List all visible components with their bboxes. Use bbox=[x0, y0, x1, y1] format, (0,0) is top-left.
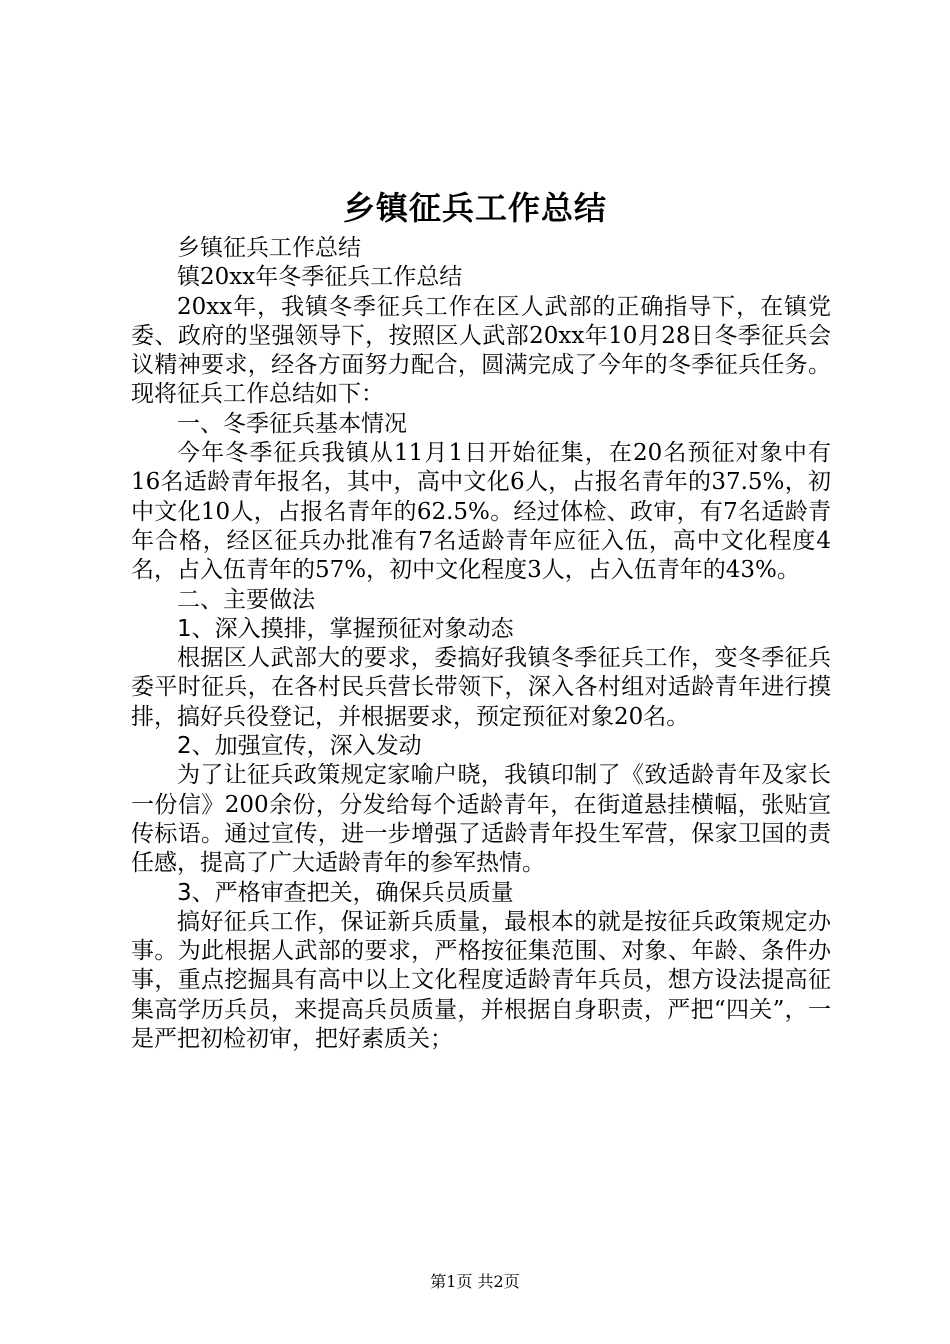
section-heading: 1、深入摸排，掌握预征对象动态 bbox=[177, 615, 514, 642]
body-paragraph: 今年冬季征兵我镇从11月1日开始征集，在20名预征对象中有16名适龄青年报名，其中，高中文化6人，占报名青年的37.5%，初中文化10人，占报名青年的62.5%。经过体检、政审，有7名适龄青年合格，经区征兵办批准有7名适龄青年应征入伍，高中文化程度4名，占入伍青年的57%，初中文化程度3人，占入伍青年的43%。 bbox=[131, 440, 831, 584]
body-paragraph: 镇20xx年冬季征兵工作总结 bbox=[177, 264, 463, 291]
body-paragraph: 搞好征兵工作，保证新兵质量，最根本的就是按征兵政策规定办事。为此根据人武部的要求，严格按征集范围、对象、年龄、条件办事，重点挖掘具有高中以上文化程度适龄青年兵员，想方设法提高征集高学历兵员，来提高兵员质量，并根据自身职责，严把“四关”，一是严把初检初审，把好素质关； bbox=[131, 908, 831, 1053]
section-heading: 2、加强宣传，深入发动 bbox=[177, 733, 422, 760]
section-heading: 一、冬季征兵基本情况 bbox=[177, 410, 407, 437]
body-paragraph: 20xx年，我镇冬季征兵工作在区人武部的正确指导下，在镇党委、政府的坚强领导下，按照区人武部20xx年10月28日冬季征兵会议精神要求，经各方面努力配合，圆满完成了今年的冬季征兵任务。现将征兵工作总结如下： bbox=[131, 293, 831, 408]
page-footer: 第1页 共2页 bbox=[430, 1272, 520, 1291]
document-body bbox=[131, 234, 831, 1054]
section-heading: 3、严格审查把关，确保兵员质量 bbox=[177, 879, 514, 906]
body-paragraph: 乡镇征兵工作总结 bbox=[177, 235, 361, 261]
body-paragraph: 为了让征兵政策规定家喻户晓，我镇印制了《致适龄青年及家长一份信》200余份，分发给每个适龄青年，在街道悬挂横幅，张贴宣传标语。通过宣传，进一步增强了适龄青年投生军营，保家卫国的责任感，提高了广大适龄青年的参军热情。 bbox=[131, 762, 831, 877]
body-paragraph: 根据区人武部大的要求，委搞好我镇冬季征兵工作，变冬季征兵委平时征兵，在各村民兵营长带领下，深入各村组对适龄青年进行摸排，搞好兵役登记，并根据要求，预定预征对象20名。 bbox=[131, 645, 831, 730]
document-title: 乡镇征兵工作总结 bbox=[342, 189, 607, 227]
section-heading: 二、主要做法 bbox=[177, 586, 315, 613]
